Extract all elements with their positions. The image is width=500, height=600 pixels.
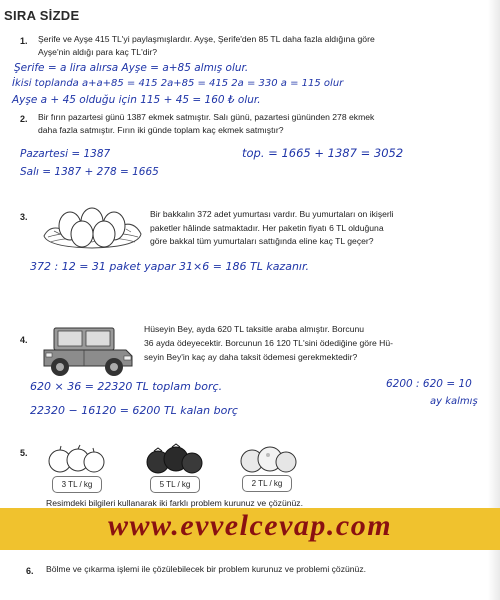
- section-title: SIRA SİZDE: [4, 8, 80, 23]
- answer-1-line-1: Şerife = a lira alırsa Ayşe = a+85 almış olur.: [14, 62, 249, 74]
- answer-2-line-3: top. = 1665 + 1387 = 3052: [242, 146, 404, 160]
- question-6-text: Bölme ve çıkarma işlemi ile çözülebilecek bir problem kurunuz ve problemi çözünüz.: [46, 564, 367, 574]
- watermark-text: www.evvelcevap.com: [107, 509, 393, 542]
- question-3-line-1: Bir bakkalın 372 adet yumurtası vardır. Bu yumurtaları on ikişerli: [150, 209, 394, 219]
- question-2-line-2: daha fazla satmıştır. Fırın iki günde toplam kaç ekmek satmıştır?: [38, 125, 284, 135]
- price-tag-2: 5 TL / kg: [150, 476, 200, 493]
- answer-1-line-3: Ayşe a + 45 olduğu için 115 + 45 = 160 ₺ olur.: [12, 94, 261, 106]
- question-1-line-1: Şerife ve Ayşe 415 TL'yi paylaşmışlardır. Ayşe, Şerife'den 85 TL daha fazla aldığına göre: [38, 34, 375, 44]
- oranges-image: [238, 443, 298, 475]
- question-5-text: Resimdeki bilgileri kullanarak iki farklı problem kurunuz ve çözünüz.: [46, 498, 303, 508]
- question-4-text: [144, 322, 444, 364]
- question-2-text: [38, 111, 374, 137]
- question-4-line-2: 36 ayda ödeyecektir. Borcunun 16 120 TL'sini ödediğine göre Hü-: [144, 338, 393, 348]
- question-5-number: 5.: [20, 448, 28, 458]
- answer-4-line-1: 620 × 36 = 22320 TL toplam borç.: [30, 380, 223, 393]
- answer-2-line-1: Pazartesi = 1387: [20, 148, 111, 160]
- price-tag-3: 2 TL / kg: [242, 475, 292, 492]
- question-3-number: 3.: [20, 212, 28, 222]
- question-6-number: 6.: [26, 566, 34, 576]
- answer-4-line-3: 6200 : 620 = 10: [386, 378, 472, 390]
- question-2-line-1: Bir fırın pazartesi günü 1387 ekmek satmıştır. Salı günü, pazartesi gününden 278 ekmek: [38, 112, 375, 122]
- apples-image: [46, 443, 106, 475]
- question-3-line-3: göre bakkal tüm yumurtaları sattığında eline kaç TL geçer?: [150, 236, 374, 246]
- question-2-number: 2.: [20, 114, 28, 124]
- answer-4-line-2: 22320 − 16120 = 6200 TL kalan borç: [30, 404, 238, 417]
- answer-4-line-4: ay kalmış: [430, 396, 478, 407]
- price-tag-1: 3 TL / kg: [52, 476, 102, 493]
- answer-3-line-1: 372 : 12 = 31 paket yapar 31×6 = 186 TL kazanır.: [30, 260, 309, 273]
- question-1-line-2: Ayşe'nin aldığı para kaç TL'dir?: [38, 47, 158, 57]
- car-image: [40, 322, 136, 378]
- question-1-text: [38, 33, 375, 59]
- question-1-number: 1.: [20, 36, 28, 46]
- question-3-line-2: paketler hâlinde satmaktadır. Her paketin fiyatı 6 TL olduğuna: [150, 222, 384, 233]
- question-4-number: 4.: [20, 335, 28, 345]
- egg-nest-image: [40, 204, 145, 250]
- answer-2-line-2: Salı = 1387 + 278 = 1665: [20, 166, 159, 178]
- question-4-line-3: seyin Bey'in kaç ay daha taksit ödemesi gerekmektedir?: [144, 352, 358, 362]
- question-3-text: [150, 208, 440, 249]
- eggplants-image: [144, 443, 204, 475]
- question-4-line-1: Hüseyin Bey, ayda 620 TL taksitle araba almıştır. Borcunu: [144, 324, 365, 334]
- answer-1-line-2: İkisi toplanda a+a+85 = 415 2a+85 = 415 2a = 330 a = 115 olur: [12, 78, 344, 89]
